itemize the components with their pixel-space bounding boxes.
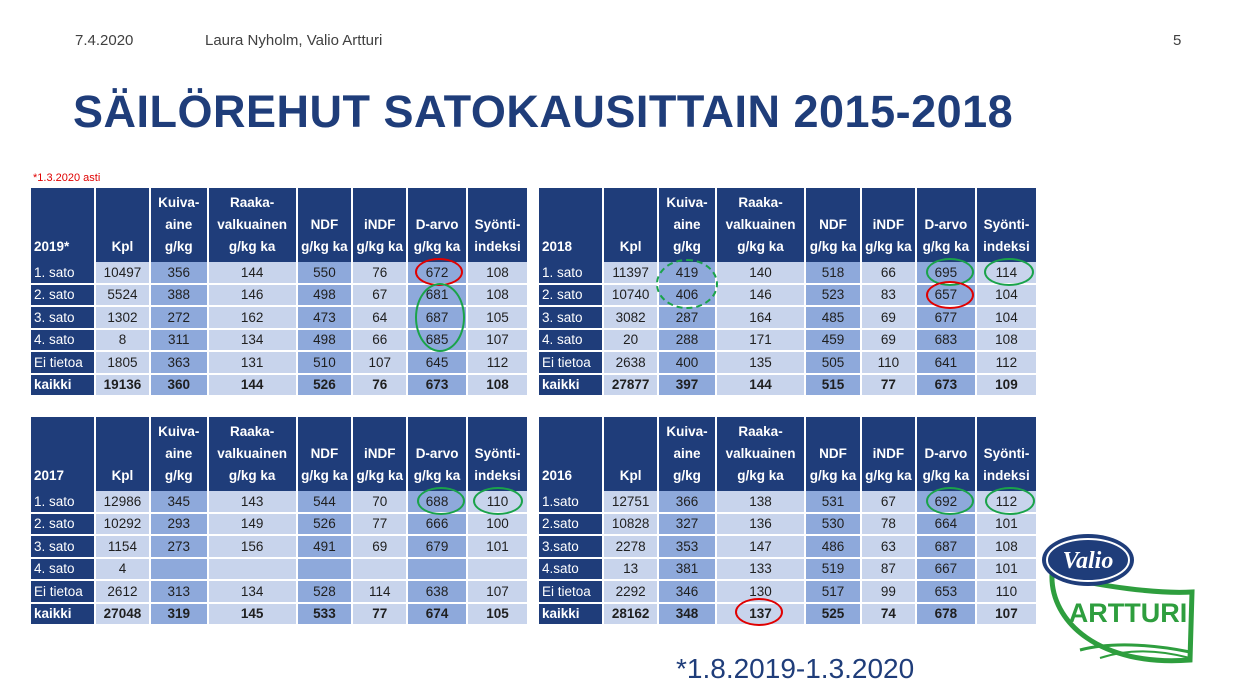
cell-value: 667 <box>916 558 976 581</box>
cell-value: 147 <box>716 535 805 558</box>
row-label: 2. sato <box>31 284 95 307</box>
cell-value: 397 <box>658 374 716 397</box>
cell-value: 28162 <box>603 603 658 626</box>
cell-value: 144 <box>716 374 805 397</box>
cell-value: 78 <box>861 513 916 536</box>
cell-value: 99 <box>861 580 916 603</box>
cell-value: 104 <box>976 284 1036 307</box>
header-author: Laura Nyholm, Valio Artturi <box>205 32 383 49</box>
column-header: NDF g/kg ka <box>805 417 861 491</box>
cell-value: 353 <box>658 535 716 558</box>
cell-value: 101 <box>467 535 527 558</box>
row-label: 3. sato <box>31 535 95 558</box>
cell-value: 107 <box>467 580 527 603</box>
cell-value: 525 <box>805 603 861 626</box>
cell-value: 107 <box>467 329 527 352</box>
cell-value: 327 <box>658 513 716 536</box>
note-text: *1.3.2020 asti <box>33 172 101 184</box>
cell-value: 112 <box>976 491 1036 513</box>
cell-value: 528 <box>297 580 353 603</box>
cell-value: 674 <box>407 603 467 626</box>
column-header: Raaka- valkuainen g/kg ka <box>208 188 297 262</box>
column-header: Kuiva- aine g/kg <box>658 417 716 491</box>
cell-value: 498 <box>297 329 353 352</box>
table-row <box>31 580 527 603</box>
cell-value: 677 <box>916 306 976 329</box>
table-year: 2018 <box>539 188 603 262</box>
cell-value: 134 <box>208 580 297 603</box>
cell-value: 388 <box>150 284 208 307</box>
cell-value <box>467 558 527 581</box>
cell-value: 69 <box>352 535 407 558</box>
cell-value: 10292 <box>95 513 150 536</box>
table-row <box>539 306 1036 329</box>
cell-value: 5524 <box>95 284 150 307</box>
table-row <box>31 374 527 397</box>
cell-value: 137 <box>716 603 805 626</box>
cell-value: 110 <box>467 491 527 513</box>
cell-value <box>208 558 297 581</box>
table-2017 <box>31 417 527 626</box>
cell-value: 360 <box>150 374 208 397</box>
cell-value: 486 <box>805 535 861 558</box>
cell-value: 673 <box>407 374 467 397</box>
cell-value: 11397 <box>603 262 658 284</box>
row-label: 1.sato <box>539 491 603 513</box>
cell-value: 695 <box>916 262 976 284</box>
cell-value: 505 <box>805 351 861 374</box>
cell-value: 8 <box>95 329 150 352</box>
cell-value: 164 <box>716 306 805 329</box>
cell-value: 107 <box>976 603 1036 626</box>
column-header: D-arvo g/kg ka <box>407 188 467 262</box>
cell-value: 136 <box>716 513 805 536</box>
cell-value: 685 <box>407 329 467 352</box>
cell-value: 69 <box>861 329 916 352</box>
cell-value: 20 <box>603 329 658 352</box>
cell-value: 108 <box>976 329 1036 352</box>
cell-value: 672 <box>407 262 467 284</box>
table-2018 <box>539 188 1036 397</box>
table-year: 2017 <box>31 417 95 491</box>
table-2016 <box>539 417 1036 626</box>
cell-value: 517 <box>805 580 861 603</box>
cell-value: 144 <box>208 374 297 397</box>
table-year: 2016 <box>539 417 603 491</box>
cell-value: 459 <box>805 329 861 352</box>
cell-value: 109 <box>976 374 1036 397</box>
cell-value: 10497 <box>95 262 150 284</box>
cell-value: 146 <box>208 284 297 307</box>
row-label: kaikki <box>31 603 95 626</box>
header-date: 7.4.2020 <box>75 32 134 49</box>
cell-value: 687 <box>916 535 976 558</box>
cell-value: 112 <box>467 351 527 374</box>
cell-value: 156 <box>208 535 297 558</box>
cell-value: 10740 <box>603 284 658 307</box>
cell-value <box>352 558 407 581</box>
cell-value: 638 <box>407 580 467 603</box>
column-header: Syönti- indeksi <box>467 417 527 491</box>
table-row <box>539 513 1036 536</box>
row-label: 4. sato <box>31 329 95 352</box>
cell-value: 526 <box>297 374 353 397</box>
cell-value: 108 <box>467 262 527 284</box>
cell-value: 112 <box>976 351 1036 374</box>
table-row <box>31 351 527 374</box>
cell-value: 1805 <box>95 351 150 374</box>
cell-value: 518 <box>805 262 861 284</box>
column-header: iNDF g/kg ka <box>861 188 916 262</box>
column-header: Kpl <box>95 188 150 262</box>
cell-value: 114 <box>976 262 1036 284</box>
cell-value <box>407 558 467 581</box>
cell-value: 131 <box>208 351 297 374</box>
cell-value: 87 <box>861 558 916 581</box>
row-label: 3. sato <box>31 306 95 329</box>
table-year: 2019* <box>31 188 95 262</box>
cell-value: 76 <box>352 262 407 284</box>
cell-value: 348 <box>658 603 716 626</box>
cell-value: 63 <box>861 535 916 558</box>
column-header: Raaka- valkuainen g/kg ka <box>716 417 805 491</box>
row-label: Ei tietoa <box>539 580 603 603</box>
cell-value: 138 <box>716 491 805 513</box>
cell-value: 144 <box>208 262 297 284</box>
column-header: Kpl <box>603 188 658 262</box>
table-row <box>539 284 1036 307</box>
cell-value: 530 <box>805 513 861 536</box>
cell-value: 346 <box>658 580 716 603</box>
table-row <box>31 306 527 329</box>
table-row <box>31 284 527 307</box>
page-number: 5 <box>1173 32 1182 49</box>
row-label: 1. sato <box>31 491 95 513</box>
cell-value: 664 <box>916 513 976 536</box>
cell-value: 519 <box>805 558 861 581</box>
row-label: 4. sato <box>31 558 95 581</box>
cell-value: 550 <box>297 262 353 284</box>
cell-value: 107 <box>352 351 407 374</box>
cell-value: 510 <box>297 351 353 374</box>
cell-value: 67 <box>352 284 407 307</box>
row-label: Ei tietoa <box>31 580 95 603</box>
cell-value <box>297 558 353 581</box>
cell-value: 2612 <box>95 580 150 603</box>
column-header: NDF g/kg ka <box>805 188 861 262</box>
cell-value: 311 <box>150 329 208 352</box>
cell-value: 66 <box>352 329 407 352</box>
table-row <box>539 262 1036 284</box>
table-row <box>31 262 527 284</box>
table-row <box>539 491 1036 513</box>
cell-value: 13 <box>603 558 658 581</box>
cell-value: 419 <box>658 262 716 284</box>
footnote: *1.8.2019-1.3.2020 <box>676 653 915 684</box>
row-label: 4.sato <box>539 558 603 581</box>
cell-value: 83 <box>861 284 916 307</box>
row-label: 3. sato <box>539 306 603 329</box>
cell-value: 76 <box>352 374 407 397</box>
cell-value: 2292 <box>603 580 658 603</box>
cell-value: 27048 <box>95 603 150 626</box>
cell-value: 313 <box>150 580 208 603</box>
cell-value: 77 <box>352 513 407 536</box>
cell-value: 381 <box>658 558 716 581</box>
cell-value: 406 <box>658 284 716 307</box>
cell-value: 272 <box>150 306 208 329</box>
column-header: D-arvo g/kg ka <box>916 188 976 262</box>
row-label: 1. sato <box>31 262 95 284</box>
logo-product: ARTTURI <box>1068 598 1188 628</box>
cell-value: 101 <box>976 558 1036 581</box>
cell-value: 149 <box>208 513 297 536</box>
cell-value: 3082 <box>603 306 658 329</box>
cell-value: 681 <box>407 284 467 307</box>
row-label: Ei tietoa <box>31 351 95 374</box>
cell-value: 273 <box>150 535 208 558</box>
column-header: Kpl <box>95 417 150 491</box>
cell-value: 666 <box>407 513 467 536</box>
cell-value: 473 <box>297 306 353 329</box>
cell-value: 110 <box>976 580 1036 603</box>
cell-value: 27877 <box>603 374 658 397</box>
cell-value: 657 <box>916 284 976 307</box>
cell-value: 4 <box>95 558 150 581</box>
table-row <box>539 580 1036 603</box>
cell-value: 101 <box>976 513 1036 536</box>
cell-value: 533 <box>297 603 353 626</box>
table-row <box>31 491 527 513</box>
table-row <box>31 535 527 558</box>
cell-value: 2638 <box>603 351 658 374</box>
cell-value: 366 <box>658 491 716 513</box>
cell-value: 114 <box>352 580 407 603</box>
cell-value: 688 <box>407 491 467 513</box>
column-header: Kuiva- aine g/kg <box>658 188 716 262</box>
table-row <box>31 329 527 352</box>
cell-value: 645 <box>407 351 467 374</box>
cell-value: 287 <box>658 306 716 329</box>
row-label: kaikki <box>539 374 603 397</box>
row-label: 2. sato <box>539 284 603 307</box>
cell-value: 293 <box>150 513 208 536</box>
column-header: Kpl <box>603 417 658 491</box>
row-label: Ei tietoa <box>539 351 603 374</box>
cell-value: 108 <box>467 284 527 307</box>
cell-value: 498 <box>297 284 353 307</box>
cell-value: 19136 <box>95 374 150 397</box>
cell-value: 10828 <box>603 513 658 536</box>
column-header: D-arvo g/kg ka <box>407 417 467 491</box>
cell-value: 67 <box>861 491 916 513</box>
cell-value: 2278 <box>603 535 658 558</box>
cell-value: 171 <box>716 329 805 352</box>
column-header: iNDF g/kg ka <box>352 417 407 491</box>
cell-value: 162 <box>208 306 297 329</box>
table-row <box>539 603 1036 626</box>
cell-value: 683 <box>916 329 976 352</box>
cell-value: 288 <box>658 329 716 352</box>
table-row <box>31 513 527 536</box>
cell-value: 105 <box>467 603 527 626</box>
column-header: Syönti- indeksi <box>467 188 527 262</box>
column-header: iNDF g/kg ka <box>861 417 916 491</box>
cell-value: 515 <box>805 374 861 397</box>
cell-value: 485 <box>805 306 861 329</box>
cell-value: 319 <box>150 603 208 626</box>
cell-value: 104 <box>976 306 1036 329</box>
column-header: Kuiva- aine g/kg <box>150 188 208 262</box>
table-row <box>539 374 1036 397</box>
column-header: NDF g/kg ka <box>297 188 353 262</box>
cell-value: 105 <box>467 306 527 329</box>
row-label: 1. sato <box>539 262 603 284</box>
cell-value: 143 <box>208 491 297 513</box>
cell-value: 66 <box>861 262 916 284</box>
cell-value: 673 <box>916 374 976 397</box>
column-header: Kuiva- aine g/kg <box>150 417 208 491</box>
cell-value: 74 <box>861 603 916 626</box>
column-header: D-arvo g/kg ka <box>916 417 976 491</box>
cell-value: 108 <box>976 535 1036 558</box>
cell-value: 133 <box>716 558 805 581</box>
column-header: Raaka- valkuainen g/kg ka <box>716 188 805 262</box>
logo-brand: Valio <box>1062 548 1114 574</box>
cell-value: 687 <box>407 306 467 329</box>
valio-artturi-logo <box>1040 532 1200 672</box>
column-header: Raaka- valkuainen g/kg ka <box>208 417 297 491</box>
cell-value: 108 <box>467 374 527 397</box>
row-label: kaikki <box>539 603 603 626</box>
column-header: Syönti- indeksi <box>976 188 1036 262</box>
cell-value: 641 <box>916 351 976 374</box>
table-2019 <box>31 188 527 397</box>
cell-value: 523 <box>805 284 861 307</box>
cell-value: 110 <box>861 351 916 374</box>
cell-value: 679 <box>407 535 467 558</box>
cell-value: 12751 <box>603 491 658 513</box>
cell-value: 146 <box>716 284 805 307</box>
table-row <box>539 535 1036 558</box>
cell-value: 64 <box>352 306 407 329</box>
row-label: 2. sato <box>31 513 95 536</box>
row-label: 3.sato <box>539 535 603 558</box>
cell-value: 130 <box>716 580 805 603</box>
cell-value: 356 <box>150 262 208 284</box>
column-header: NDF g/kg ka <box>297 417 353 491</box>
cell-value: 531 <box>805 491 861 513</box>
table-row <box>539 351 1036 374</box>
table-row <box>539 558 1036 581</box>
row-label: 4. sato <box>539 329 603 352</box>
cell-value: 678 <box>916 603 976 626</box>
cell-value: 491 <box>297 535 353 558</box>
cell-value: 77 <box>352 603 407 626</box>
table-row <box>31 603 527 626</box>
cell-value: 70 <box>352 491 407 513</box>
row-label: 2.sato <box>539 513 603 536</box>
table-row <box>539 329 1036 352</box>
cell-value: 135 <box>716 351 805 374</box>
slide-title: SÄILÖREHUT SATOKAUSITTAIN 2015-2018 <box>73 86 1014 137</box>
cell-value: 653 <box>916 580 976 603</box>
cell-value: 363 <box>150 351 208 374</box>
cell-value: 12986 <box>95 491 150 513</box>
cell-value: 100 <box>467 513 527 536</box>
cell-value: 1154 <box>95 535 150 558</box>
cell-value: 140 <box>716 262 805 284</box>
column-header: iNDF g/kg ka <box>352 188 407 262</box>
cell-value: 145 <box>208 603 297 626</box>
cell-value <box>150 558 208 581</box>
cell-value: 526 <box>297 513 353 536</box>
cell-value: 345 <box>150 491 208 513</box>
column-header: Syönti- indeksi <box>976 417 1036 491</box>
cell-value: 544 <box>297 491 353 513</box>
cell-value: 69 <box>861 306 916 329</box>
table-row <box>31 558 527 581</box>
cell-value: 692 <box>916 491 976 513</box>
cell-value: 77 <box>861 374 916 397</box>
cell-value: 1302 <box>95 306 150 329</box>
cell-value: 400 <box>658 351 716 374</box>
cell-value: 134 <box>208 329 297 352</box>
row-label: kaikki <box>31 374 95 397</box>
